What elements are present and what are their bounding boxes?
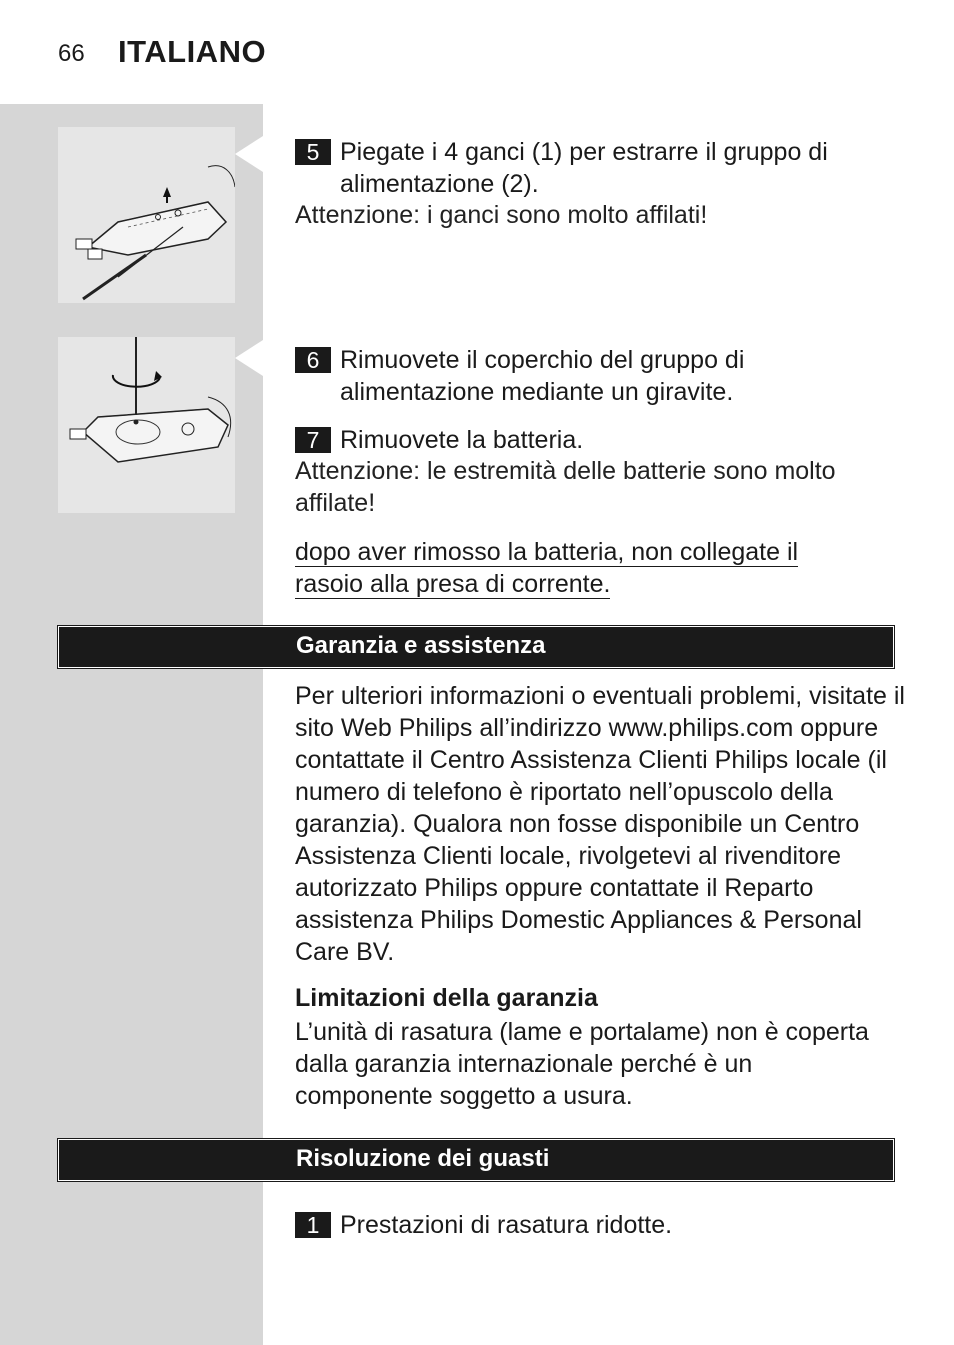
step-5-note: Attenzione: i ganci sono molto affilati! <box>295 201 708 229</box>
trouble-step-1-text: Prestazioni di rasatura ridotte. <box>340 1211 673 1239</box>
figure-pointer <box>235 136 263 172</box>
shaver-cover-drawing <box>58 337 235 513</box>
step-7-note: Attenzione: le estremità delle batterie sono molto affilate! <box>295 457 836 517</box>
battery-warning <box>295 536 840 600</box>
step-5 <box>295 136 895 200</box>
step-7-text: Rimuovete la batteria. <box>340 426 584 454</box>
guarantee-text-a: Per ulteriori informazioni o eventuali problemi, visitate il sito Web Philips all’indirizzo <box>295 682 905 742</box>
limitations-text: L’unità di rasatura (lame e portalame) non è coperta dalla garanzia internazionale perché è un componente soggetto a usura. <box>295 1018 869 1110</box>
shaver-hooks-illustration <box>58 127 235 303</box>
step-number-badge: 5 <box>295 139 331 165</box>
step-number-badge: 6 <box>295 347 331 373</box>
step-number-badge: 7 <box>295 427 331 453</box>
section-heading-troubleshooting: Risoluzione dei guasti <box>296 1145 550 1172</box>
shaver-hooks-drawing <box>58 127 235 303</box>
trouble-step-1 <box>295 1209 895 1241</box>
shaver-cover-illustration <box>58 337 235 513</box>
step-6 <box>295 344 855 408</box>
section-heading-guarantee: Garanzia e assistenza <box>296 632 546 659</box>
step-7 <box>295 424 895 456</box>
guarantee-text-b: oppure contattate il Centro Assistenza Clienti Philips locale (il numero di telefono è riportato nell’opuscolo della garanzia). Qualora non fosse disponibile un Centro Assistenza Clienti locale, rivolgetevi al rivenditore autorizzato Philips oppure contattate il Reparto assistenza Philips Domestic Appliances & Personal Care BV. <box>295 714 887 966</box>
step-5-text: Piegate i 4 ganci (1) per estrarre il gruppo di alimentazione (2). <box>340 138 828 198</box>
guarantee-paragraph <box>295 680 905 968</box>
step-6-text: Rimuovete il coperchio del gruppo di alimentazione mediante un giravite. <box>340 346 745 406</box>
limitations-heading: Limitazioni della garanzia <box>295 984 598 1012</box>
section-bar-troubleshooting <box>58 1139 894 1181</box>
step-number-badge: 1 <box>295 1212 331 1238</box>
battery-warning-text: dopo aver rimosso la batteria, non collegate il rasoio alla presa di corrente. <box>295 538 799 598</box>
page-number: 66 <box>58 40 85 67</box>
philips-website-link[interactable]: www.philips.com <box>608 714 794 742</box>
section-bar-guarantee <box>58 626 894 668</box>
figure-pointer <box>235 340 263 376</box>
language-heading: ITALIANO <box>118 34 267 69</box>
